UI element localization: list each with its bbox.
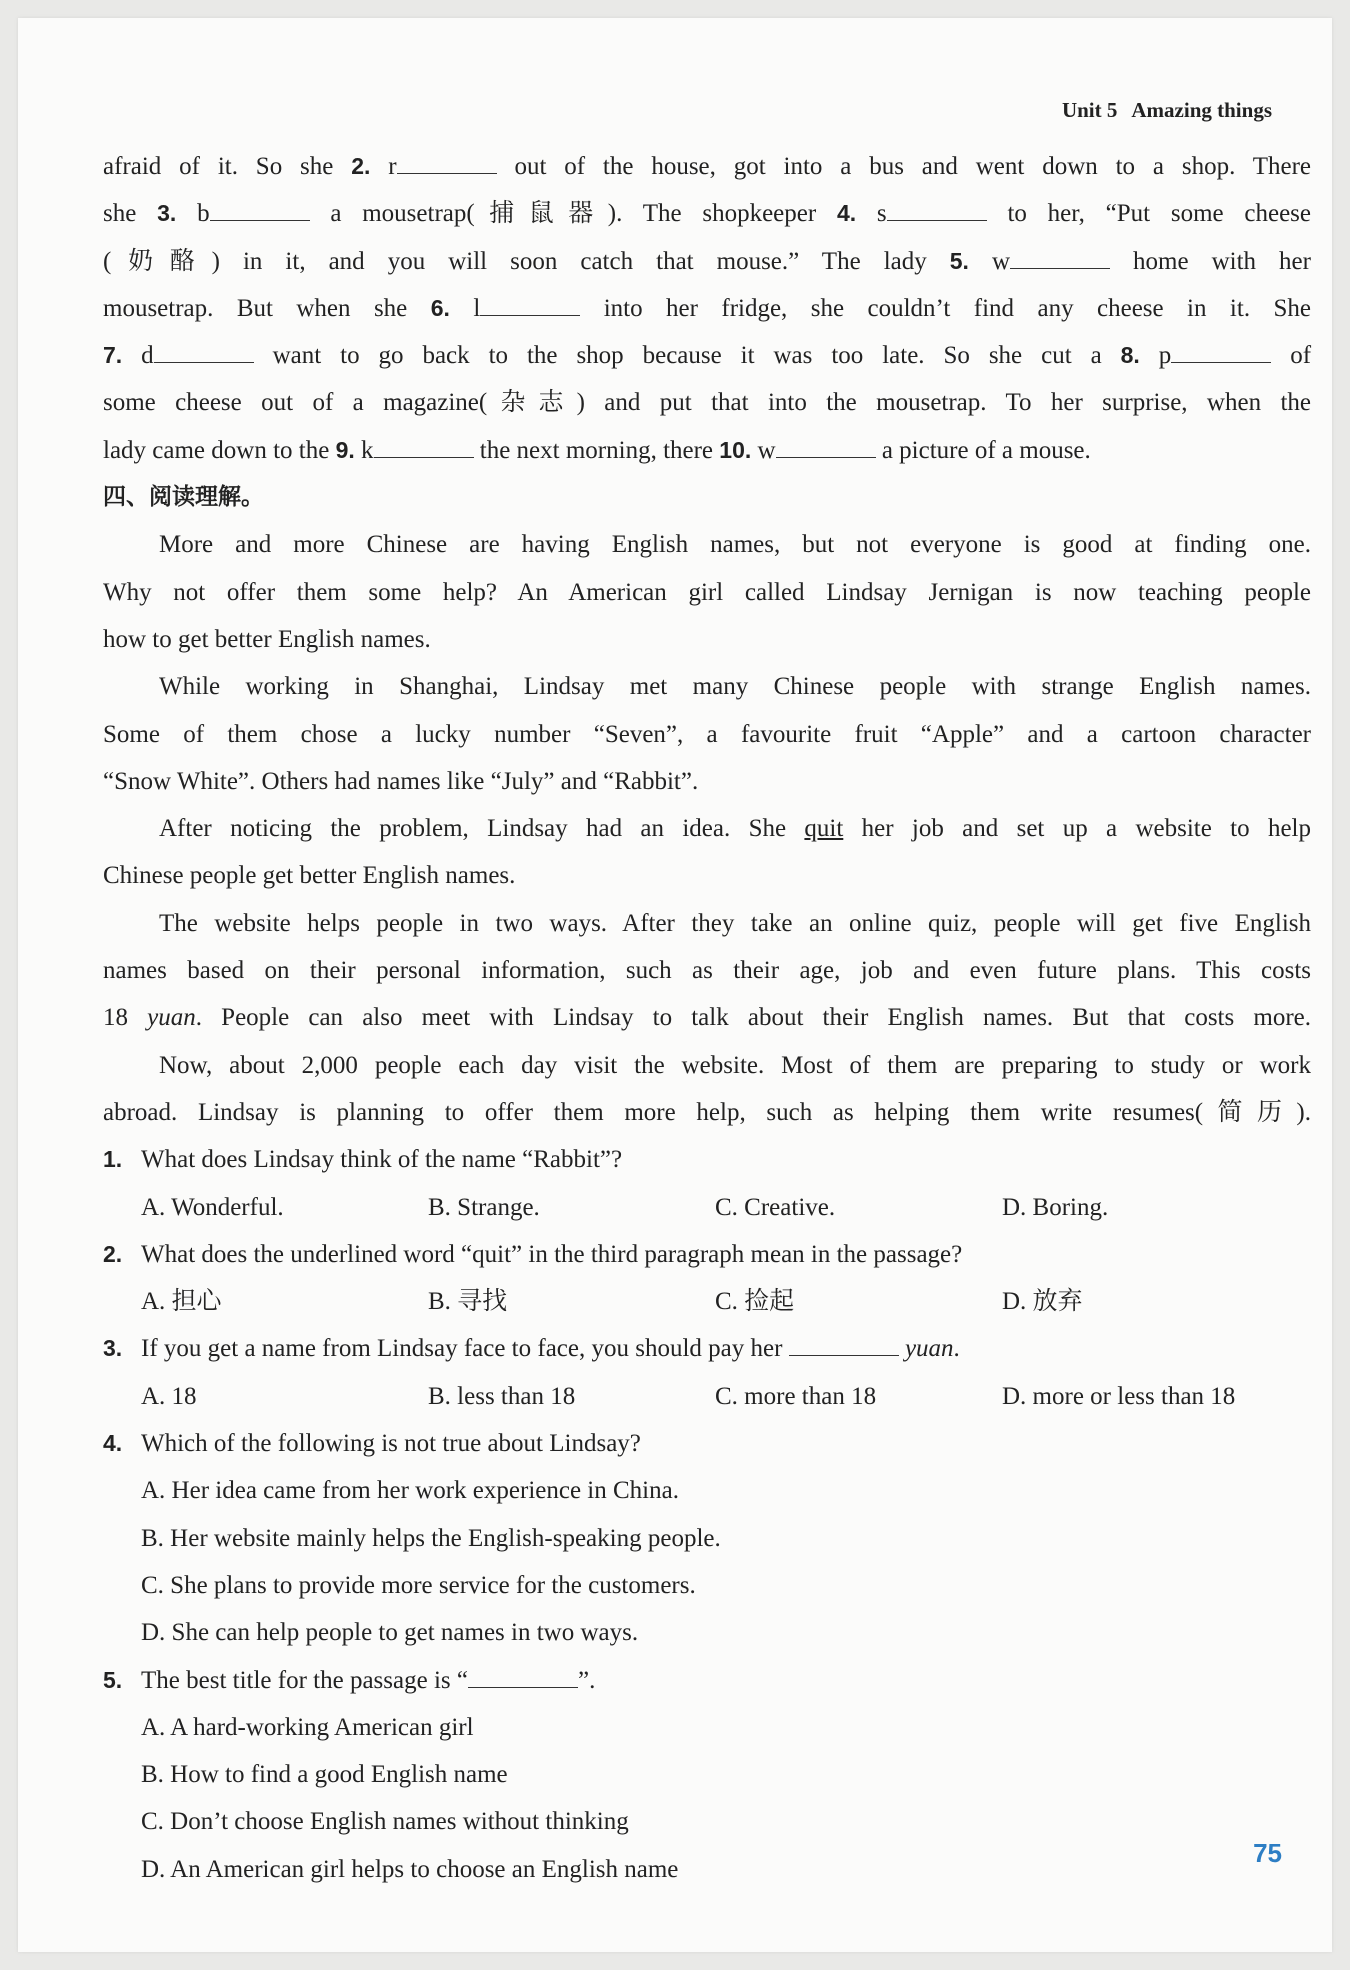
page-header bbox=[1062, 98, 1272, 123]
workbook-page bbox=[18, 18, 1332, 1952]
option-b[interactable]: B. Her website mainly helps the English-speaking people. bbox=[141, 1524, 721, 1552]
answer-blank[interactable] bbox=[887, 198, 987, 221]
paragraph-line: Some of them chose a lucky number “Seven”, a favourite fruit “Apple” and a cartoon character bbox=[103, 720, 1311, 748]
answer-blank[interactable] bbox=[154, 340, 254, 363]
answer-blank[interactable] bbox=[789, 1333, 899, 1356]
page-number: 75 bbox=[1253, 1838, 1282, 1868]
option-b[interactable]: B. 寻找 bbox=[428, 1288, 508, 1316]
paragraph-line: how to get better English names. bbox=[103, 625, 431, 653]
option-b[interactable]: B. How to find a good English name bbox=[141, 1761, 508, 1789]
paragraph-line: 18 yuan. People can also meet with Lindsay to talk about their English names. But that costs more. bbox=[103, 1004, 1311, 1032]
answer-blank[interactable] bbox=[1171, 340, 1271, 363]
question-1: 1. What does Lindsay think of the name “Rabbit”? bbox=[103, 1146, 623, 1174]
cloze-line: some cheese out of a magazine(杂志) and put that into the mousetrap. To her surprise, when the bbox=[103, 389, 1311, 417]
question-3: 3. If you get a name from Lindsay face to face, you should pay her yuan. bbox=[103, 1335, 960, 1363]
option-a[interactable]: A. Wonderful. bbox=[141, 1193, 284, 1221]
answer-blank[interactable] bbox=[776, 435, 876, 458]
paragraph-line: While working in Shanghai, Lindsay met many Chinese people with strange English names. bbox=[159, 673, 1311, 701]
paragraph-line: After noticing the problem, Lindsay had an idea. She quit her job and set up a website to help bbox=[159, 815, 1311, 843]
paragraph-line: The website helps people in two ways. After they take an online quiz, people will get five English bbox=[159, 909, 1311, 937]
unit-label: Unit 5 bbox=[1061, 98, 1118, 122]
answer-blank[interactable] bbox=[480, 293, 580, 316]
paragraph-line: “Snow White”. Others had names like “July” and “Rabbit”. bbox=[103, 767, 699, 795]
question-4: 4. Which of the following is not true about Lindsay? bbox=[103, 1430, 641, 1458]
answer-blank[interactable] bbox=[1010, 246, 1110, 269]
answer-blank[interactable] bbox=[374, 435, 474, 458]
cloze-line: she 3. b a mousetrap(捕鼠器). The shopkeeper 4. s to her, “Put some cheese bbox=[103, 200, 1312, 228]
option-c[interactable]: C. Creative. bbox=[715, 1193, 836, 1221]
answer-blank[interactable] bbox=[468, 1665, 578, 1688]
question-5: 5. The best title for the passage is “ ”. bbox=[103, 1666, 596, 1694]
paragraph-line: Chinese people get better English names. bbox=[103, 862, 516, 890]
question-2: 2. What does the underlined word “quit” in the third paragraph mean in the passage? bbox=[103, 1240, 963, 1268]
cloze-line: afraid of it. So she 2. r out of the house, got into a bus and went down to a shop. There bbox=[103, 153, 1312, 180]
section-title: 四、阅读理解。 bbox=[103, 484, 264, 511]
option-d[interactable]: D. more or less than 18 bbox=[1002, 1382, 1236, 1410]
option-d[interactable]: D. She can help people to get names in two ways. bbox=[141, 1619, 639, 1647]
option-b[interactable]: B. less than 18 bbox=[428, 1382, 576, 1410]
option-c[interactable]: C. more than 18 bbox=[715, 1382, 877, 1410]
paragraph-line: More and more Chinese are having English names, but not everyone is good at finding one. bbox=[159, 531, 1311, 559]
underlined-word: quit bbox=[804, 815, 844, 843]
option-c[interactable]: C. 捡起 bbox=[715, 1288, 795, 1316]
cloze-line: (奶酪) in it, and you will soon catch that mouse.” The lady 5. w home with her bbox=[103, 247, 1311, 275]
question-1-options bbox=[103, 1184, 1311, 1231]
option-a[interactable]: A. 担心 bbox=[141, 1288, 222, 1316]
option-a[interactable]: A. 18 bbox=[141, 1382, 197, 1410]
option-d[interactable]: D. An American girl helps to choose an English name bbox=[141, 1855, 679, 1883]
cloze-line: 7. d want to go back to the shop because it was too late. So she cut a 8. p of bbox=[103, 342, 1312, 370]
answer-blank[interactable] bbox=[210, 198, 310, 221]
paragraph-line: Now, about 2,000 people each day visit the website. Most of them are preparing to study or work bbox=[159, 1051, 1311, 1079]
question-2-options bbox=[103, 1278, 1311, 1325]
option-c[interactable]: C. Don’t choose English names without thinking bbox=[141, 1808, 629, 1836]
answer-blank[interactable] bbox=[397, 151, 497, 174]
option-a[interactable]: A. A hard-working American girl bbox=[141, 1713, 474, 1741]
option-d[interactable]: D. Boring. bbox=[1002, 1193, 1109, 1221]
paragraph-line: Why not offer them some help? An American girl called Lindsay Jernigan is now teaching people bbox=[103, 578, 1311, 606]
page-content bbox=[103, 143, 1311, 1893]
cloze-line: lady came down to the 9. k the next morning, there 10. w a picture of a mouse. bbox=[103, 436, 1091, 464]
question-3-options bbox=[103, 1373, 1311, 1420]
option-a[interactable]: A. Her idea came from her work experience in China. bbox=[141, 1477, 679, 1505]
unit-title: Amazing things bbox=[1131, 98, 1272, 122]
cloze-line: mousetrap. But when she 6. l into her fridge, she couldn’t find any cheese in it. She bbox=[103, 294, 1311, 322]
paragraph-line: abroad. Lindsay is planning to offer them more help, such as helping them write resumes(简历). bbox=[103, 1098, 1311, 1126]
paragraph-line: names based on their personal information, such as their age, job and even future plans. This costs bbox=[103, 957, 1311, 985]
option-d[interactable]: D. 放弃 bbox=[1002, 1288, 1083, 1316]
option-c[interactable]: C. She plans to provide more service for the customers. bbox=[141, 1571, 696, 1599]
option-b[interactable]: B. Strange. bbox=[428, 1193, 540, 1221]
